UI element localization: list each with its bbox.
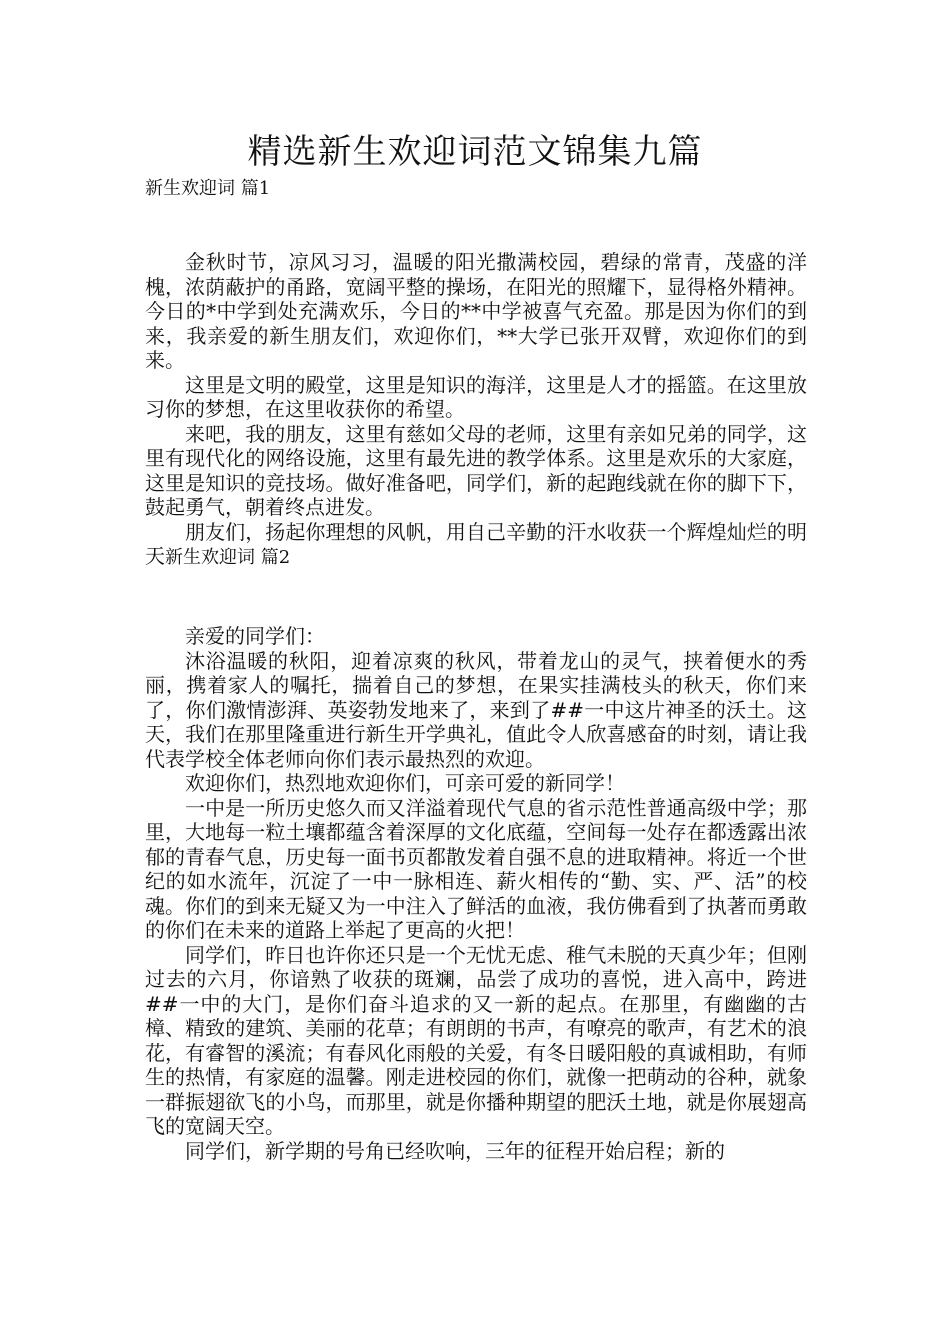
paragraph: 欢迎你们，热烈地欢迎你们，可亲可爱的新同学！ xyxy=(185,771,625,795)
paragraph-with-heading xyxy=(145,520,807,571)
paragraph: 同学们，新学期的号角已经吹响，三年的征程开始启程；新的 xyxy=(185,1138,725,1163)
section-heading-1: 新生欢迎词 篇1 xyxy=(145,178,271,199)
paragraph: 来吧，我的朋友，这里有慈如父母的老师，这里有亲如兄弟的同学，这里有现代化的网络设施，这里有最先进的教学体系。这里是欢乐的大家庭，这里是知识的竞技场。做好准备吧，同学们，新的起跑线就在你的脚下下，鼓起勇气，朝着终点进发。 xyxy=(145,421,807,519)
section-body-1 xyxy=(145,250,807,571)
paragraph-text: 朋友们，扬起你理想的风帆，用自己辛勤的汗水收获一个辉煌灿烂的明天 xyxy=(145,519,807,568)
document-title: 精选新生欢迎词范文锦集九篇 xyxy=(247,132,703,172)
paragraph: 这里是文明的殿堂，这里是知识的海洋，这里是人才的摇篮。在这里放习你的梦想，在这里收获你的希望。 xyxy=(145,372,807,421)
paragraph: 金秋时节，凉风习习，温暖的阳光撒满校园，碧绿的常青，茂盛的洋槐，浓荫蔽护的甬路，宽阔平整的操场，在阳光的照耀下，显得格外精神。今日的*中学到处充满欢乐，今日的**中学被喜气充盈。那是因为你们的到来，我亲爱的新生朋友们，欢迎你们，**大学已张开双臂，欢迎你们的到来。 xyxy=(145,250,807,372)
paragraph: 同学们，昨日也许你还只是一个无忧无虑、稚气未脱的天真少年；但刚过去的六月，你谙熟了收获的斑斓，品尝了成功的喜悦，进入高中，跨进##一中的大门，是你们奋斗追求的又一新的起点。在那里，有幽幽的古樟、精致的建筑、美丽的花草；有朗朗的书声，有嘹亮的歌声，有艺术的浪花，有睿智的溪流；有春风化雨般的关爱，有冬日暖阳般的真诚相助，有师生的热情，有家庭的温馨。刚走进校园的你们，就像一把萌动的谷种，就象一群振翅欲飞的小鸟，而那里，就是你播种期望的肥沃土地，就是你展翅高飞的宽阔天空。 xyxy=(145,942,807,1138)
section-body-2 xyxy=(145,624,807,1163)
salutation: 亲爱的同学们： xyxy=(185,624,325,648)
section-heading-2: 新生欢迎词 篇2 xyxy=(165,547,291,568)
paragraph: 一中是一所历史悠久而又洋溢着现代气息的省示范性普通高级中学；那里，大地每一粒土壤都蕴含着深厚的文化底蕴，空间每一处存在都透露出浓郁的青春气息，历史每一面书页都散发着自强不息的进取精神。将近一个世纪的如水流年，沉淀了一中一脉相连、薪火相传的“勤、实、严、活”的校魂。你们的到来无疑又为一中注入了鲜活的血液，我仿佛看到了执著而勇敢的你们在未来的道路上举起了更高的火把！ xyxy=(145,795,807,942)
paragraph: 沐浴温暖的秋阳，迎着凉爽的秋风，带着龙山的灵气，挟着便水的秀丽，携着家人的嘱托，揣着自己的梦想，在果实挂满枝头的秋天，你们来了，你们激情澎湃、英姿勃发地来了，来到了##一中这片神圣的沃土。这天，我们在那里隆重进行新生开学典礼，值此令人欣喜感奋的时刻，请让我代表学校全体老师向你们表示最热烈的欢迎。 xyxy=(145,648,807,771)
